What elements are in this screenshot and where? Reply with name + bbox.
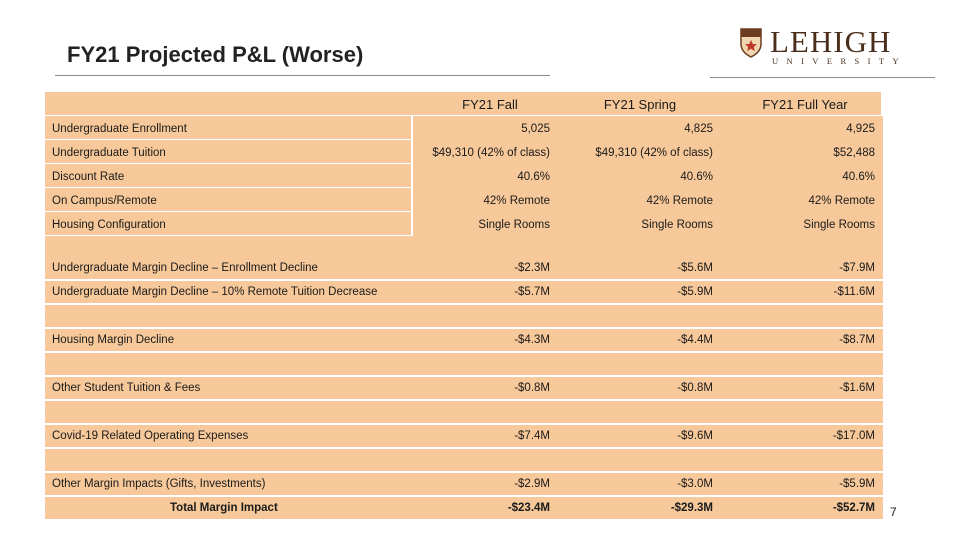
row-value: -$5.9M: [839, 478, 875, 490]
row-value: -$11.6M: [833, 286, 875, 298]
row-fill: [45, 236, 883, 258]
lehigh-logo: [740, 26, 910, 66]
row-label: Housing Configuration: [52, 219, 166, 231]
row-label: Undergraduate Enrollment: [52, 123, 187, 135]
row-value: -$7.9M: [839, 262, 875, 274]
row-label: Undergraduate Margin Decline – 10% Remote Tuition Decrease: [52, 286, 378, 298]
page-title: FY21 Projected P&L (Worse): [67, 42, 364, 67]
row-value: -$0.8M: [514, 382, 550, 394]
total-value: -$52.7M: [832, 502, 875, 514]
row-value: -$8.7M: [839, 334, 875, 346]
row-label: Covid-19 Related Operating Expenses: [52, 430, 249, 442]
column-header: FY21 Full Year: [762, 97, 848, 112]
row-value: 40.6%: [517, 171, 550, 183]
row-label: Undergraduate Margin Decline – Enrollment Decline: [52, 262, 318, 274]
row-value: -$9.6M: [677, 430, 713, 442]
row-label: Other Margin Impacts (Gifts, Investments): [52, 478, 266, 490]
row-value: $49,310 (42% of class): [595, 147, 713, 159]
column-header: FY21 Fall: [462, 97, 518, 112]
row-fill: [45, 305, 883, 327]
row-value: -$3.0M: [677, 478, 713, 490]
row-value: -$1.6M: [839, 382, 875, 394]
title-divider: [55, 75, 550, 76]
total-value: -$23.4M: [507, 502, 550, 514]
row-value: 5,025: [521, 123, 550, 135]
row-value: $52,488: [833, 147, 875, 159]
row-fill: [45, 449, 883, 471]
total-value: -$29.3M: [670, 502, 713, 514]
row-value: 42% Remote: [646, 195, 713, 207]
row-fill: [45, 401, 883, 423]
row-value: 4,825: [684, 123, 713, 135]
row-value: -$5.9M: [677, 286, 713, 298]
row-value: $49,310 (42% of class): [432, 147, 550, 159]
row-value: -$2.9M: [514, 478, 550, 490]
row-value: -$17.0M: [832, 430, 875, 442]
row-value: 4,925: [846, 123, 875, 135]
row-fill: [45, 353, 883, 375]
total-label: Total Margin Impact: [170, 502, 278, 514]
row-label: Discount Rate: [52, 171, 125, 183]
page-number: 7: [890, 505, 897, 519]
logo-wordmark: LEHIGH: [770, 24, 892, 59]
row-value: -$0.8M: [677, 382, 713, 394]
column-header: FY21 Spring: [603, 97, 677, 112]
shield-icon: [740, 28, 762, 58]
row-value: Single Rooms: [478, 219, 550, 231]
logo-subtext: UNIVERSITY: [772, 56, 907, 66]
row-value: -$4.3M: [514, 334, 550, 346]
row-value: 40.6%: [680, 171, 713, 183]
row-value: Single Rooms: [803, 219, 875, 231]
row-label: Undergraduate Tuition: [52, 147, 166, 159]
row-value: -$5.7M: [514, 286, 550, 298]
row-label: Other Student Tuition & Fees: [52, 382, 201, 394]
row-value: -$4.4M: [677, 334, 713, 346]
row-value: -$2.3M: [514, 262, 550, 274]
row-value: 42% Remote: [483, 195, 550, 207]
row-value: 42% Remote: [808, 195, 875, 207]
row-label: On Campus/Remote: [52, 195, 157, 207]
logo-divider: [710, 77, 935, 78]
row-label: Housing Margin Decline: [52, 334, 175, 346]
row-value: 40.6%: [842, 171, 875, 183]
row-value: -$7.4M: [514, 430, 550, 442]
row-value: -$5.6M: [677, 262, 713, 274]
row-value: Single Rooms: [641, 219, 713, 231]
